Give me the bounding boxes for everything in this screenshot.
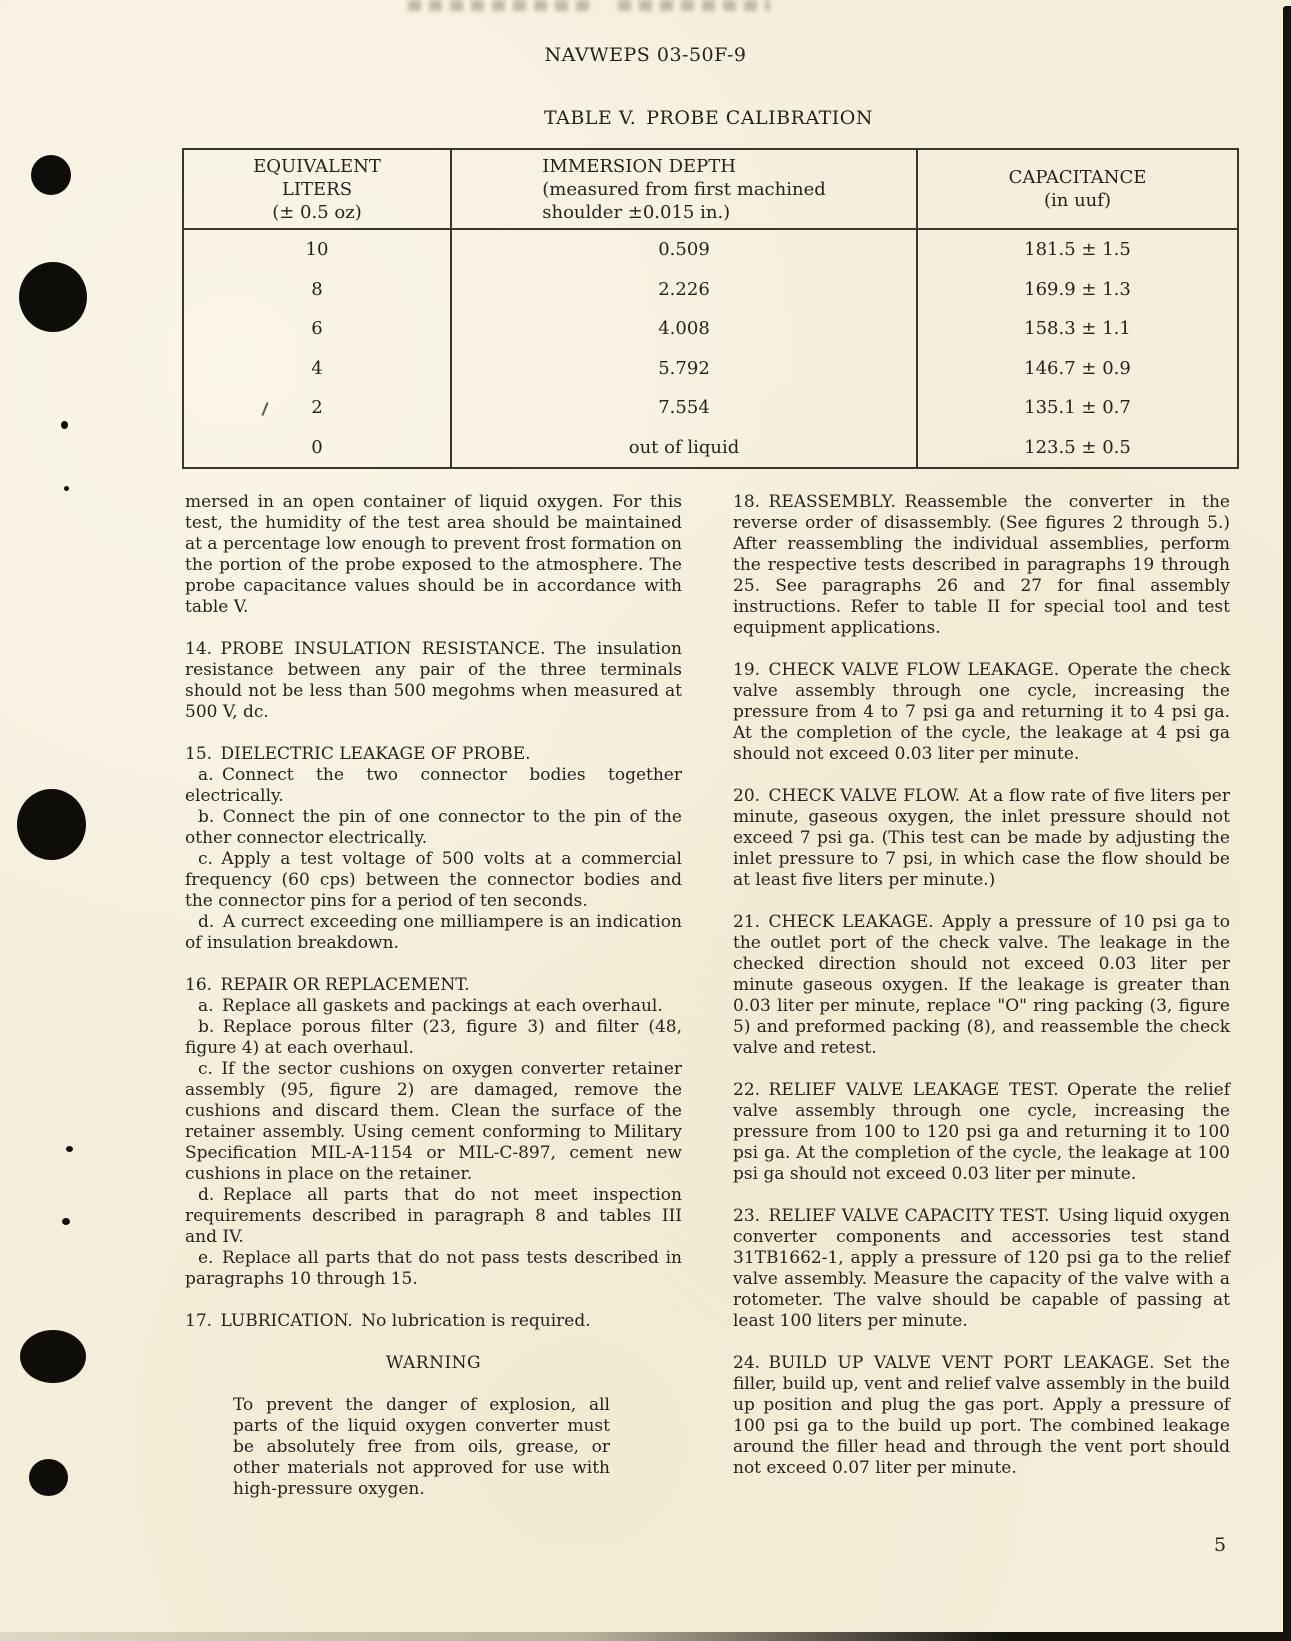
- warning-text: To prevent the danger of explosion, all parts of the liquid oxygen converter must be absolutely free from oils, grease, or other materials not approved for use with high-pressure oxygen.: [233, 1395, 610, 1499]
- ink-speck: [61, 421, 68, 429]
- ink-speck: [64, 486, 69, 491]
- table-title: TABLE V. PROBE CALIBRATION: [543, 107, 874, 129]
- hole-punch-mark: [29, 1459, 68, 1496]
- ink-speck: [62, 1218, 70, 1225]
- probe-calibration-table: [182, 148, 1239, 469]
- right-text-column: [733, 492, 1230, 1479]
- paragraph-15a: a. Connect the two connector bodies together electrically.: [185, 765, 682, 806]
- table-cell: 0: [184, 428, 452, 468]
- scan-smudge: [618, 0, 770, 11]
- table-cell: 10: [184, 230, 452, 270]
- paragraph-21: 21. CHECK LEAKAGE. Apply a pressure of 10 psi ga to the outlet port of the check valve. The leakage in the checked direction should not exceed 0.03 liter per minute gaseous oxygen. If the leakage is greater than 0.03 liter per minute, replace "O" ring packing (3, figure 5) and preformed packing (8), and reassemble the check valve and retest.: [733, 912, 1230, 1058]
- table-cell: 181.5 ± 1.5: [1024, 239, 1131, 261]
- table-header-row: [184, 150, 1237, 230]
- table-cell: 4: [184, 349, 452, 389]
- paragraph-15-heading: 15. DIELECTRIC LEAKAGE OF PROBE.: [185, 744, 531, 764]
- table-body: [184, 230, 1237, 467]
- hole-punch-mark: [31, 155, 71, 195]
- hole-punch-mark: [20, 1330, 86, 1383]
- table-cell: 6: [184, 309, 452, 349]
- paragraph-14: 14. PROBE INSULATION RESISTANCE. The insulation resistance between any pair of the three terminals should not be less than 500 megohms when measured at 500 V, dc.: [185, 639, 682, 722]
- paragraph-16a: a. Replace all gaskets and packings at each overhaul.: [198, 996, 663, 1016]
- paragraph-16d: d. Replace all parts that do not meet inspection requirements described in paragraph 8 and tables III and IV.: [185, 1185, 682, 1247]
- ink-speck: [66, 1146, 73, 1152]
- table-cell: 135.1 ± 0.7: [1024, 397, 1131, 419]
- hole-punch-mark: [17, 789, 86, 860]
- table-cell: 123.5 ± 0.5: [1024, 436, 1131, 458]
- left-text-column: [185, 492, 682, 1500]
- paragraph-15b: b. Connect the pin of one connector to the pin of the other connector electrically.: [185, 807, 682, 848]
- column-header-immersion-depth: IMMERSION DEPTH (measured from first machined shoulder ±0.015 in.): [452, 150, 918, 228]
- table-cell: 5.792: [452, 349, 918, 389]
- paragraph-24: 24. BUILD UP VALVE VENT PORT LEAKAGE. Set the filler, build up, vent and relief valve assembly in the build up position and plug the gas port. Apply a pressure of 100 psi ga to the build up port. The combined leakage around the filler head and through the vent port should not exceed 0.07 liter per minute.: [733, 1353, 1230, 1478]
- scan-smudge: [408, 0, 593, 11]
- paragraph-19: 19. CHECK VALVE FLOW LEAKAGE. Operate the check valve assembly through one cycle, increasing the pressure from 4 to 7 psi ga and returning it to 4 psi ga. At the completion of the cycle, the leakage at 4 psi ga should not exceed 0.03 liter per minute.: [733, 660, 1230, 764]
- paragraph-23: 23. RELIEF VALVE CAPACITY TEST. Using liquid oxygen converter components and accessories test stand 31TB1662-1, apply a pressure of 120 psi ga to the relief valve assembly. Measure the capacity of the valve with a rotometer. The valve should be capable of passing at least 100 liters per minute.: [733, 1206, 1230, 1331]
- table-cell: 0.509: [452, 230, 918, 270]
- paragraph-16b: b. Replace porous filter (23, figure 3) and filter (48, figure 4) at each overhaul.: [185, 1017, 682, 1058]
- hole-punch-mark: [19, 262, 87, 332]
- table-cell: 158.3 ± 1.1: [1024, 318, 1131, 340]
- scan-edge-bottom: [0, 1632, 1291, 1641]
- paragraph-22: 22. RELIEF VALVE LEAKAGE TEST. Operate the relief valve assembly through one cycle, increasing the pressure from 100 to 120 psi ga and returning it to 100 psi ga. At the completion of the cycle, the leakage at 100 psi ga should not exceed 0.03 liter per minute.: [733, 1080, 1230, 1184]
- table-cell: 4.008: [452, 309, 918, 349]
- paragraph-18: 18. REASSEMBLY. Reassemble the converter in the reverse order of disassembly. (See figures 2 through 5.) After reassembling the individual assemblies, perform the respective tests described in paragraphs 19 through 25. See paragraphs 26 and 27 for final assembly instructions. Refer to table II for special tool and test equipment applications.: [733, 492, 1230, 638]
- paragraph-13-continuation: mersed in an open container of liquid oxygen. For this test, the humidity of the test area should be maintained at a percentage low enough to prevent frost formation on the portion of the probe exposed to the atmosphere. The probe capacitance values should be in accordance with table V.: [185, 492, 682, 617]
- table-cell: 2: [184, 388, 452, 428]
- table-cell: 169.9 ± 1.3: [1024, 278, 1131, 300]
- warning-heading: WARNING: [385, 1353, 482, 1373]
- paragraph-16e: e. Replace all parts that do not pass tests described in paragraphs 10 through 15.: [185, 1248, 682, 1289]
- column-header-capacitance: CAPACITANCE (in uuf): [1008, 167, 1147, 211]
- paragraph-20: 20. CHECK VALVE FLOW. At a flow rate of five liters per minute, gaseous oxygen, the inlet pressure should not exceed 7 psi ga. (This test can be made by adjusting the inlet pressure to 7 psi, in which case the flow should be at least five liters per minute.): [733, 786, 1230, 890]
- paragraph-15c: c. Apply a test voltage of 500 volts at a commercial frequency (60 cps) between the connector bodies and the connector pins for a period of ten seconds.: [185, 849, 682, 911]
- page-number: 5: [1214, 1534, 1227, 1556]
- paragraph-15d: d. A currect exceeding one milliampere is an indication of insulation breakdown.: [185, 912, 682, 953]
- paragraph-16-heading: 16. REPAIR OR REPLACEMENT.: [185, 975, 470, 995]
- table-cell: 146.7 ± 0.9: [1024, 357, 1131, 379]
- doc-number: NAVWEPS 03-50F-9: [544, 44, 747, 66]
- paragraph-17: 17. LUBRICATION. No lubrication is required.: [185, 1311, 591, 1331]
- table-cell: out of liquid: [452, 428, 918, 468]
- paragraph-16c: c. If the sector cushions on oxygen converter retainer assembly (95, figure 2) are damaged, remove the cushions and discard them. Clean the surface of the retainer assembly. Using cement conforming to Military Specification MIL-A-1154 or MIL-C-897, cement new cushions in place on the retainer.: [185, 1059, 682, 1184]
- table-cell: 7.554: [452, 388, 918, 428]
- scan-edge-right: [1283, 6, 1291, 1641]
- column-header-equivalent-liters: EQUIVALENT LITERS (± 0.5 oz): [184, 150, 452, 228]
- table-cell: 2.226: [452, 270, 918, 310]
- table-cell: 8: [184, 270, 452, 310]
